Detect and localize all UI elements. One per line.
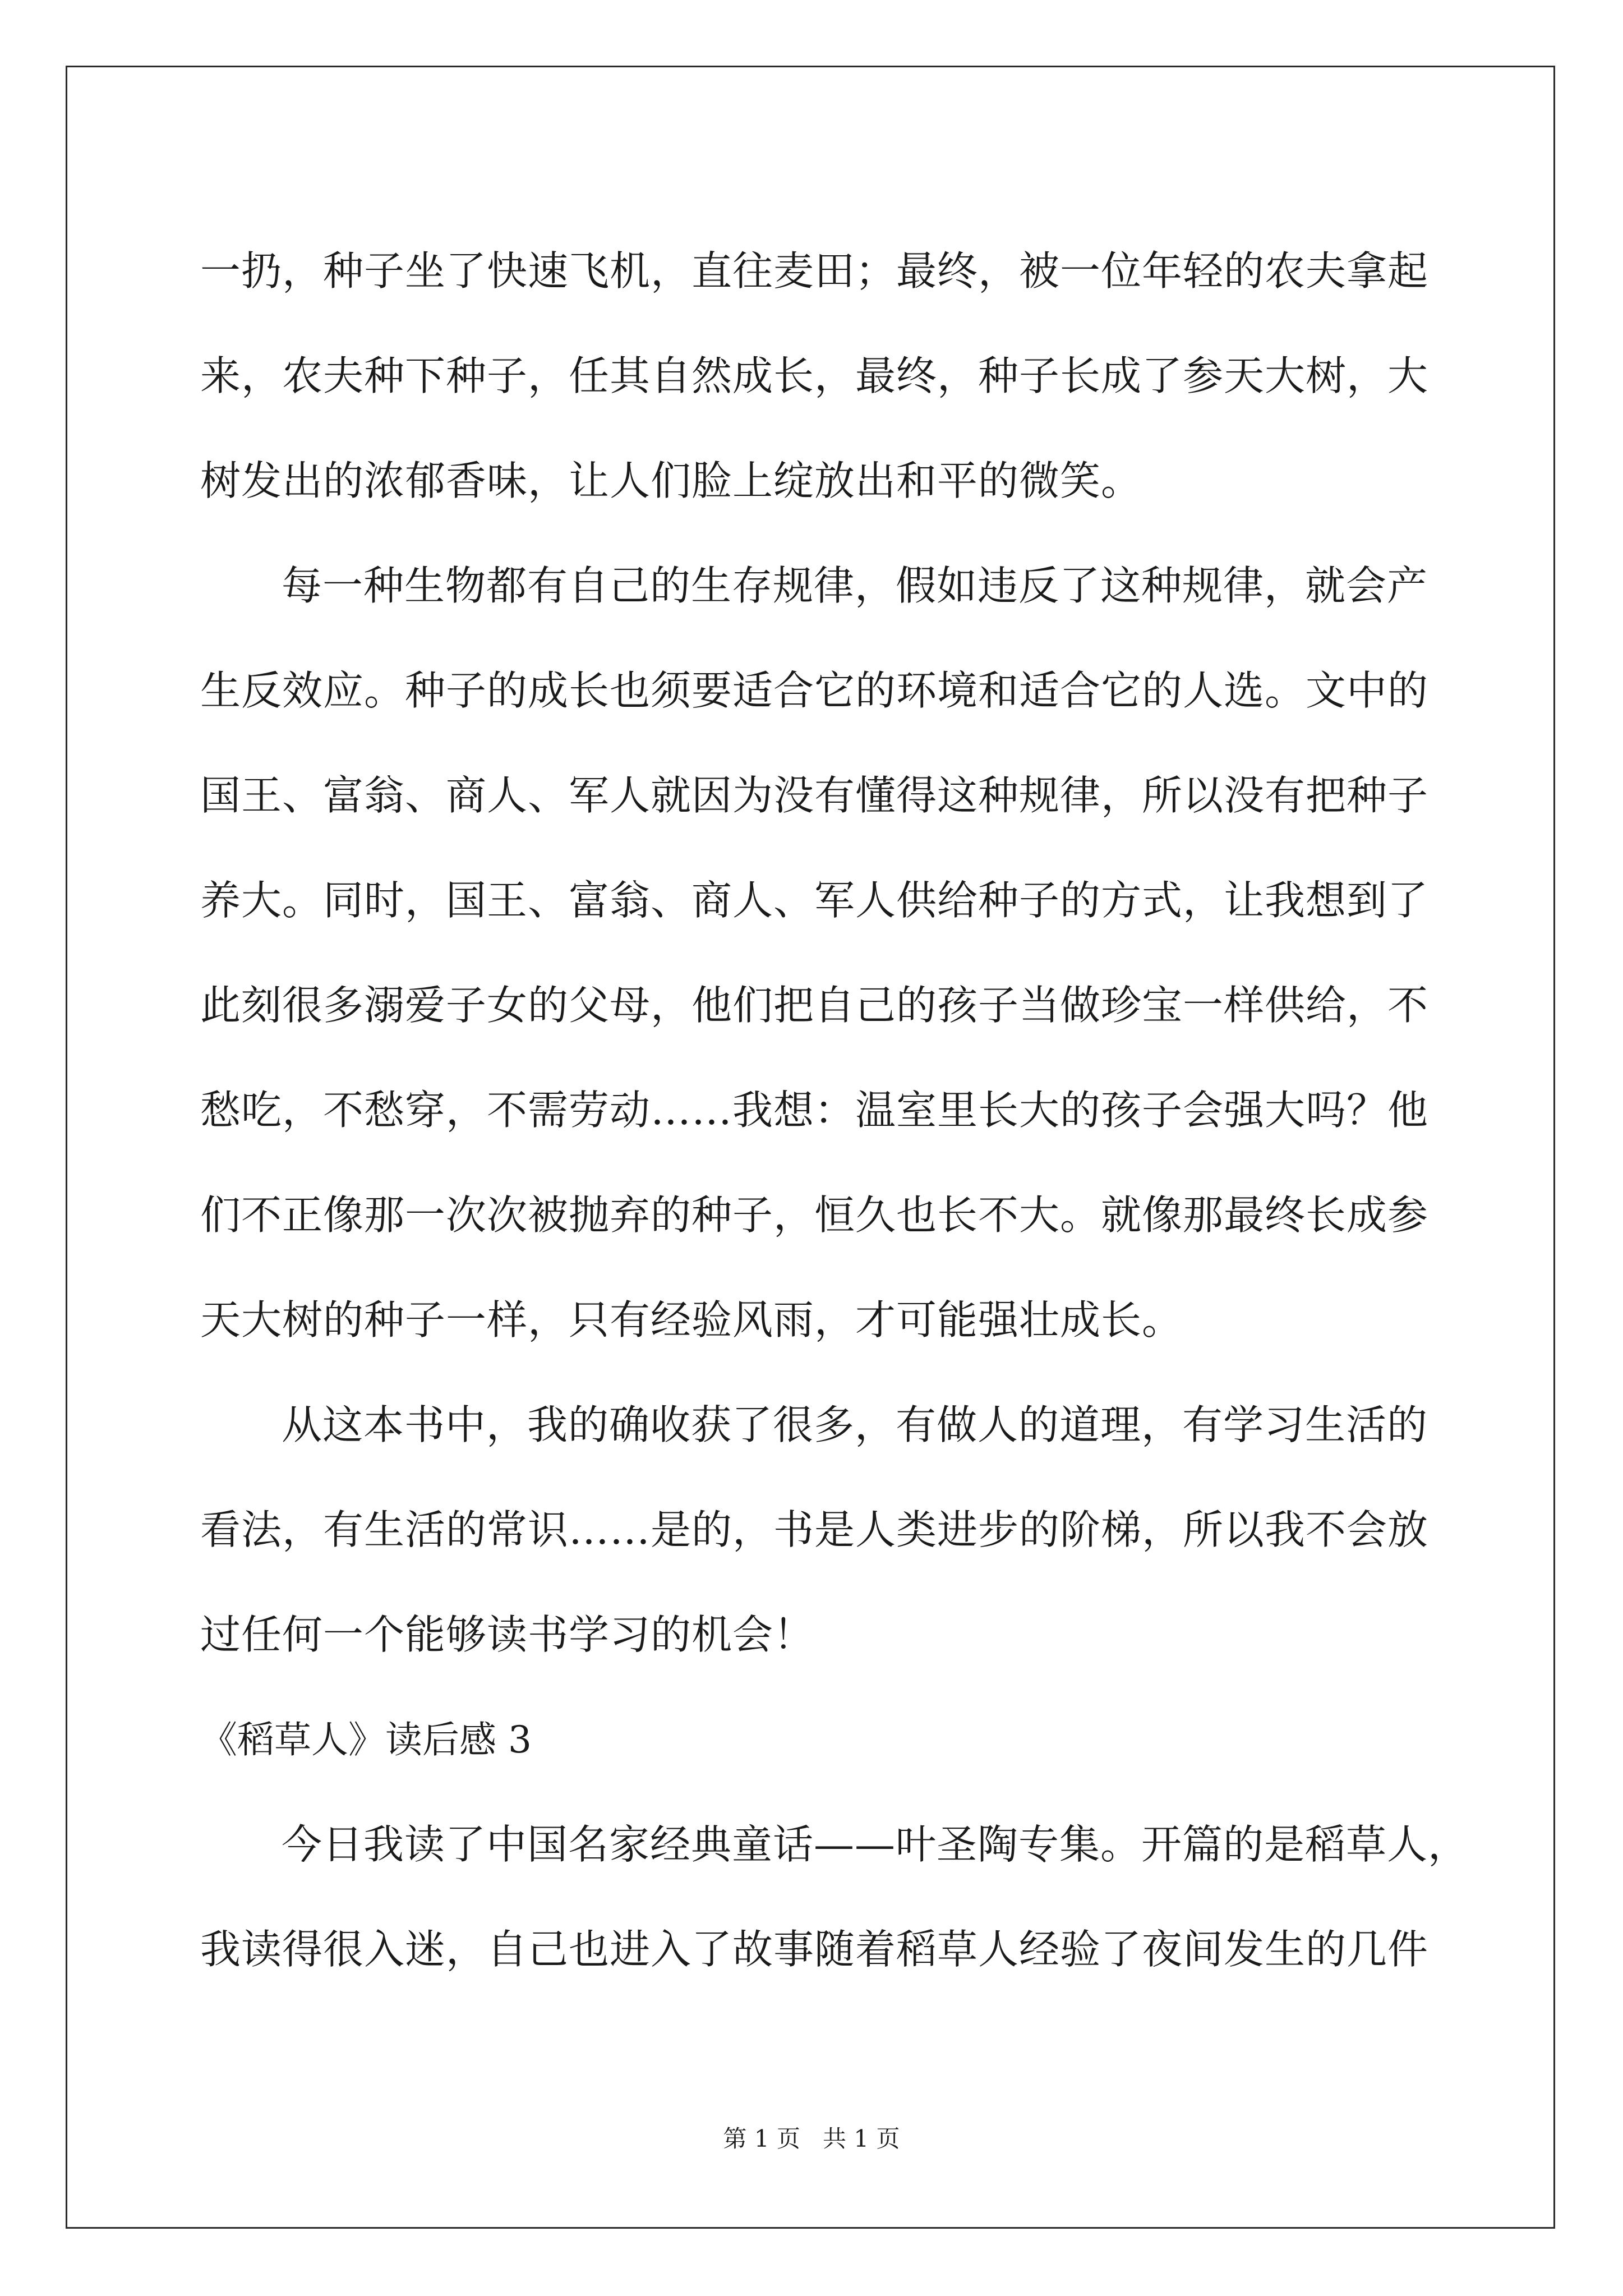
text-line: 从这本书中，我的确收获了很多，有做人的道理，有学习生活的 (282, 1401, 1428, 1448)
paragraph-3 (200, 1373, 1429, 1687)
document-body (200, 219, 1469, 2002)
text-line: 一扔，种子坐了快速飞机，直往麦田；最终，被一位年轻的农夫拿起 (200, 247, 1429, 295)
text-line: 天大树的种子一样，只有经验风雨，才可能强壮成长。 (200, 1296, 1183, 1343)
text-line: 养大。同时，国王、富翁、商人、军人供给种子的方式，让我想到了 (200, 877, 1429, 924)
text-line: 们不正像那一次次被抛弃的种子，恒久也长不大。就像那最终长成参 (200, 1191, 1429, 1239)
paragraph-4 (200, 1792, 1469, 2002)
text-line: 国王、富翁、商人、军人就因为没有懂得这种规律，所以没有把种子 (200, 772, 1429, 819)
page-footer: 第 1 页 共 1 页 (723, 2125, 900, 2152)
text-line: 看法，有生活的常识……是的，书是人类进步的阶梯，所以我不会放 (200, 1506, 1429, 1553)
text-line: 愁吃，不愁穿，不需劳动……我想：温室里长大的孩子会强大吗？他 (200, 1087, 1429, 1134)
section-heading: 《稻草人》读后感 3 (200, 1718, 532, 1761)
text-line: 过任何一个能够读书学习的机会！ (200, 1611, 815, 1658)
text-line: 树发出的浓郁香味，让人们脸上绽放出和平的微笑。 (200, 457, 1142, 504)
text-line: 今日我读了中国名家经典童话——叶圣陶专集。开篇的是稻草人， (282, 1821, 1469, 1868)
text-line: 我读得很入迷，自己也进入了故事随着稻草人经验了夜间发生的几件 (200, 1926, 1429, 1973)
paragraph-1 (200, 219, 1429, 533)
text-line: 每一种生物都有自己的生存规律，假如违反了这种规律，就会产 (282, 562, 1428, 609)
paragraph-2 (200, 533, 1429, 1373)
text-line: 此刻很多溺爱子女的父母，他们把自己的孩子当做珍宝一样供给，不 (200, 982, 1429, 1029)
text-line: 来，农夫种下种子，任其自然成长，最终，种子长成了参天大树，大 (200, 352, 1429, 399)
text-line: 生反效应。种子的成长也须要适合它的环境和适合它的人选。文中的 (200, 667, 1429, 714)
